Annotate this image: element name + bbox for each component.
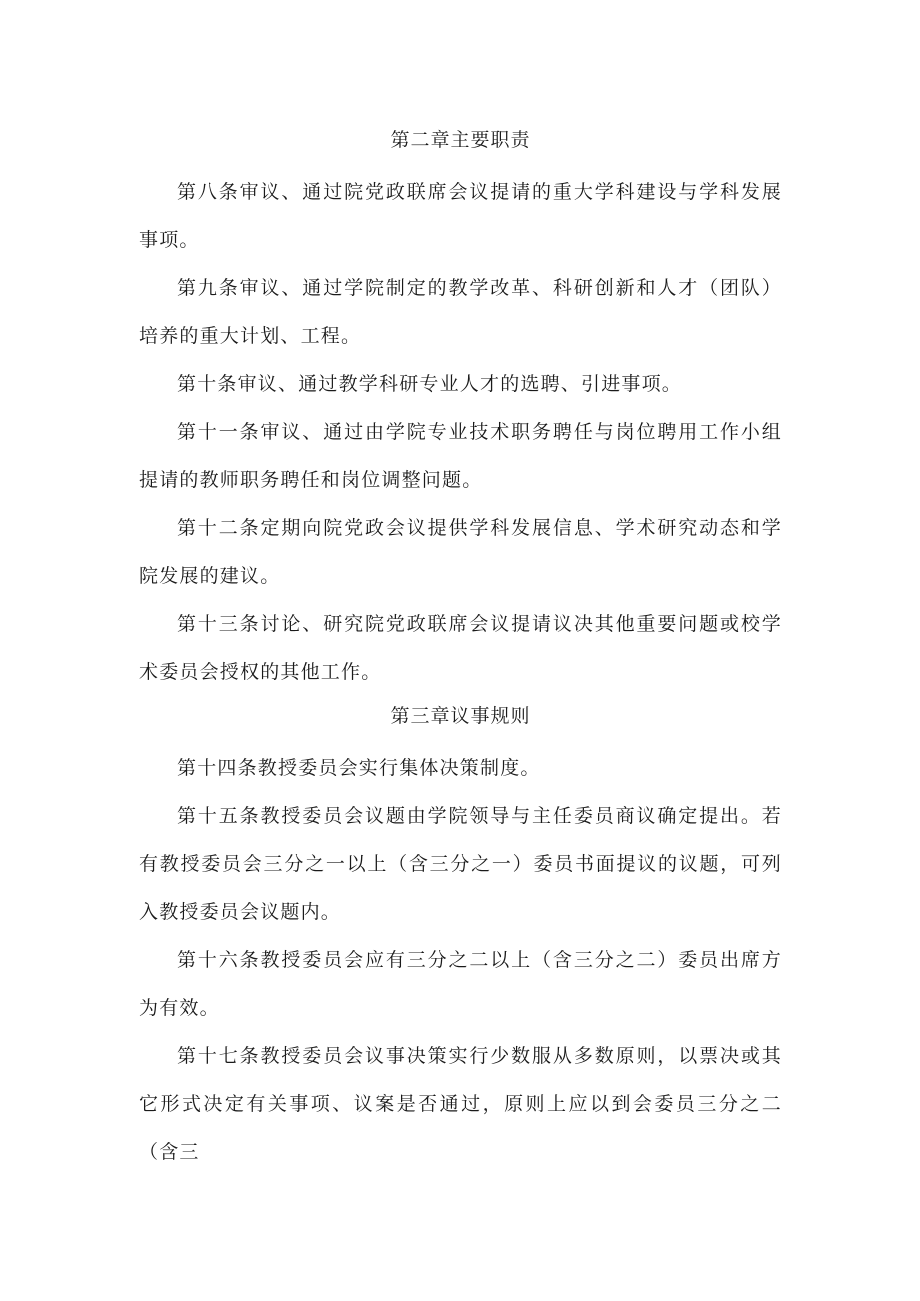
document-body: [139, 120, 782, 1176]
article-12: 第十二条定期向院党政会议提供学科发展信息、学术研究动态和学院发展的建议。: [139, 517, 782, 587]
article-11: 第十一条审议、通过由学院专业技术职务聘任与岗位聘用工作小组提请的教师职务聘任和岗位调整问题。: [139, 421, 782, 491]
article-17: 第十七条教授委员会议事决策实行少数服从多数原则，以票决或其它形式决定有关事项、议案是否通过，原则上应以到会委员三分之二（含三: [139, 1045, 782, 1163]
article-9: 第九条审议、通过学院制定的教学改革、科研创新和人才（团队）培养的重大计划、工程。: [139, 277, 782, 347]
article-14: 第十四条教授委员会实行集体决策制度。: [177, 757, 541, 779]
article-13: 第十三条讨论、研究院党政联席会议提请议决其他重要问题或校学术委员会授权的其他工作。: [139, 613, 782, 683]
article-8: 第八条审议、通过院党政联席会议提请的重大学科建设与学科发展事项。: [139, 181, 782, 251]
chapter-3-heading: 第三章议事规则: [390, 705, 531, 727]
article-15: 第十五条教授委员会议题由学院领导与主任委员商议确定提出。若有教授委员会三分之一以上（含三分之一）委员书面提议的议题，可列入教授委员会议题内。: [139, 805, 782, 923]
article-16: 第十六条教授委员会应有三分之二以上（含三分之二）委员出席方为有效。: [139, 949, 782, 1019]
article-10: 第十条审议、通过教学科研专业人才的选聘、引进事项。: [177, 373, 683, 395]
chapter-2-heading: 第二章主要职责: [390, 129, 531, 151]
